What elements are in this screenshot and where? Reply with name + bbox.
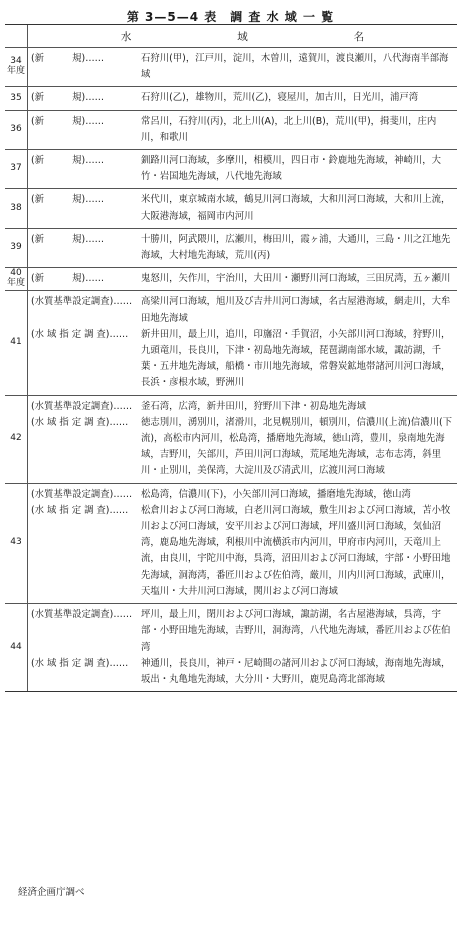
entry [31,51,457,83]
entries-cell [28,48,457,86]
year-cell: 38 [5,189,28,227]
entry [31,90,457,106]
entry-category: (新 規)…… [31,53,104,64]
water-area-names: 新井田川，最上川，追川，印旛沼・手賀沼，小矢部川河口海域，狩野川，九頭竜川，長良川，下津・初島地先海域，琵琶湖南部水域，諏訪湖，千葉・五井地先海域，船橋・市川地先海域，常磐炭鉱地帯諸河川河口海域，長浜・彦根水域，野洲川 [141,328,451,389]
year-cell: 37 [5,150,28,188]
entries-cell [28,111,457,149]
table-row [5,48,457,87]
table-row [5,604,457,691]
water-area-names: 松島湾，信濃川(下)，小矢部川河口海域，播磨地先海域，徳山湾 [141,488,411,500]
entries-cell [28,150,457,188]
entry-category: (新 規)…… [31,115,104,127]
year-cell: 42 [5,396,28,483]
year-cell: 43 [5,484,28,603]
water-area-names: 高梁川河口海域，旭川及び吉井川河口海域，名古屋港海域，網走川，大牟田地先海域 [141,296,451,324]
entry [31,232,457,264]
entry-category: (水 域 指 定 調 査)…… [31,657,129,669]
header-col-2: 域 [237,30,248,43]
table-row [5,87,457,110]
entry-category: (新 規)…… [31,194,104,206]
entries-cell [28,268,457,290]
water-area-names: 石狩川(甲)，江戸川，淀川，木曽川，遠賀川，渡良瀬川，八代海南半部海域 [141,53,449,81]
entry-category: (新 規)…… [31,92,104,104]
entry [31,656,457,688]
year-cell: 35 [5,87,28,109]
entries-cell [28,396,457,483]
entry-category: (水質基準設定調査)…… [31,609,133,621]
water-area-names: 神通川，長良川，神戸・尼崎間の諸河川および河口海域，海南地先海域，坂出・丸亀地先海域，大分川・大野川，鹿児島湾北部海域 [141,657,451,685]
entry [31,399,457,415]
entry-category: (水質基準設定調査)…… [31,488,133,500]
entry [31,153,457,185]
table-header [5,25,457,48]
table-row [5,396,457,484]
entry-category: (水 域 指 定 調 査)…… [31,416,129,428]
table-title: 第 3—5—4 表 調 査 水 域 一 覧 [126,10,335,24]
entries-cell [28,484,457,603]
entries-cell [28,189,457,227]
water-area-names: 常呂川，石狩川(丙)，北上川(A)，北上川(B)，荒川(甲)，揖斐川，庄内川，和歌川 [141,115,437,143]
entry-category: (新 規)…… [31,233,104,245]
year-cell: 44 [5,604,28,691]
year-cell: 40 年度 [5,268,28,290]
year-cell: 34 年度 [5,48,28,86]
year-cell: 41 [5,291,28,394]
entry [31,503,457,600]
table-body [5,48,457,691]
water-area-names: 釧路川河口海域，多摩川，相模川，四日市・鈴鹿地先海域，神崎川，大竹・岩国地先海域，八代地先海域 [141,155,442,183]
entries-cell [28,604,457,691]
entry-category: (水 域 指 定 調 査)…… [31,328,129,340]
entry [31,271,457,287]
water-area-names: 釜石湾，広湾，新井田川，狩野川下津・初島地先海域 [141,400,367,412]
entry-category: (水 域 指 定 調 査)…… [31,504,129,516]
water-area-names: 石狩川(乙)，雄物川，荒川(乙)，寝屋川，加古川，日光川，浦戸湾 [141,92,419,104]
source-note: 経済企画庁調べ [18,887,85,898]
water-area-names: 坪川，最上川，閉川および河口海域，諏訪湖，名古屋港海域，呉湾，宇部・小野田地先海域，吉野川，洞海湾，八代地先海域，番匠川および佐伯湾 [141,609,451,653]
entry [31,114,457,146]
survey-table [5,24,457,692]
table-row [5,111,457,150]
entry-category: (新 規)…… [31,155,104,167]
water-area-names: 米代川，東京城南水域，鶴見川河口海域，大和川河口海域，大和川上流，大阪港海域，福岡市内河川 [141,194,451,222]
table-row [5,150,457,189]
table-row [5,268,457,291]
entry [31,415,457,480]
entry-category: (新 規)…… [31,273,104,285]
entry [31,294,457,326]
entry-category: (水質基準設定調査)…… [31,400,133,412]
water-area-names: 鬼怒川，矢作川，宇治川，大田川・瀬野川河口海域，三田尻湾，五ヶ瀬川 [141,273,451,285]
entry [31,192,457,224]
water-area-names: 十勝川，阿武隈川，広瀬川，梅田川，霞ヶ浦，大通川，三島・川之江地先海域，大村地先海域，荒川(丙) [141,233,451,262]
table-row [5,189,457,228]
year-cell: 36 [5,111,28,149]
entry [31,607,457,656]
table-row [5,229,457,268]
entry-category: (水質基準設定調査)…… [31,296,133,308]
water-area-names: 松倉川および河口海域，白老川河口海域，敷生川および河口海域，苫小牧川および河口海域，安平川および河口海域，坪川盛川河口海域，気仙沼湾，鹿島地先海域，利根川中流横浜市内河川，甲府市内河川，天竜川上流，由良川，宇陀川中海，呉湾，沼田川および河口海域，宇部・小野田地先海域，洞海湾，番匠川および佐伯湾，厳川，川内川河口海域，武庫川，天塩川・大井川河口海域，関川および河口海域 [141,504,451,597]
table-row [5,291,457,395]
water-area-names: 徳志別川，湧別川，渚滑川，北見幌別川，頓別川，信濃川(上流)信濃川(下流)，高松市内河川，松島湾，播磨地先海域，徳山湾，豊川，泉南地先海域，吉野川，矢部川，芦田川河口海域，荒尾地先海域，志布志湾，斜里川・止別川，美保湾，大淀川及び清武川，広渡川河口海域 [141,416,452,477]
header-col-3: 名 [353,30,365,43]
entries-cell [28,229,457,267]
header-col-1: 水 [120,30,132,43]
entries-cell [28,87,457,109]
entry [31,487,457,503]
table-row [5,484,457,604]
entry [31,327,457,392]
entries-cell [28,291,457,394]
year-cell: 39 [5,229,28,267]
